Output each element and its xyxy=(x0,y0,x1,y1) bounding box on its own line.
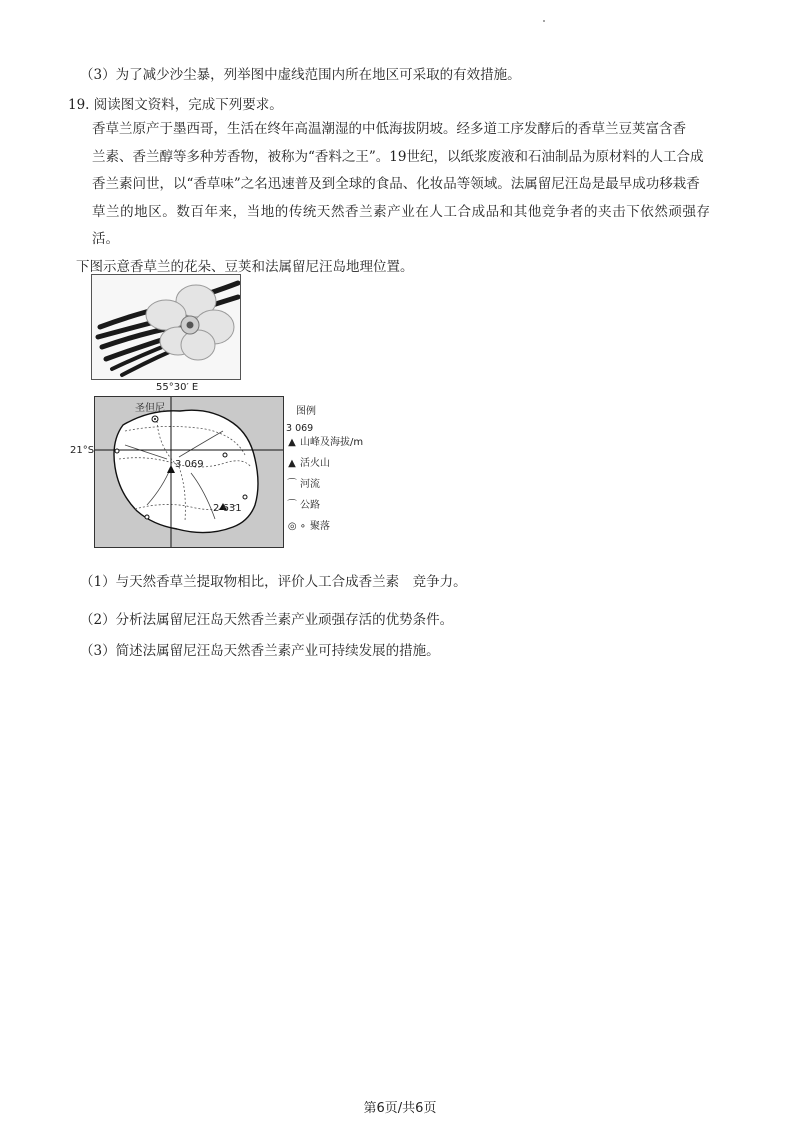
legend-title: 图例 xyxy=(296,406,316,417)
page-footer: 第6页/共6页 xyxy=(363,1101,437,1116)
latitude-label: 21°S xyxy=(70,445,95,456)
volcano-icon: ▲ xyxy=(288,458,296,469)
question-19-2: （2）分析法属留尼汪岛天然香兰素产业顽强存活的优势条件。 xyxy=(80,612,454,628)
reading-paragraph xyxy=(76,116,710,281)
map-legend xyxy=(286,405,363,541)
legend-item-settlement: ◎ ∘ 聚落 xyxy=(287,521,330,532)
volcano-elevation-label: 2 631 xyxy=(213,503,242,514)
legend-item-volcano: ▲ 活火山 xyxy=(286,457,363,478)
paragraph-line: 下图示意香草兰的花朵、豆荚和法属留尼汪岛地理位置。 xyxy=(76,258,414,275)
question-18-3: （3）为了减少沙尘暴，列举图中虚线范围内所在地区可采取的有效措施。 xyxy=(80,67,521,83)
paragraph-line: 香草兰原产于墨西哥，生活在终年高温潮湿的中低海拔阴坡。经多道工序发酵后的香草兰豆荚富含香 xyxy=(92,121,686,137)
legend-item-road: ⌒ 公路 xyxy=(287,500,320,511)
peak-elevation-label: 3 069 xyxy=(175,459,204,470)
question-19-1: （1）与天然香草兰提取物相比，评价人工合成香兰素 竞争力。 xyxy=(80,574,467,590)
city-label-saint-denis: 圣但尼 xyxy=(135,403,165,414)
peak-icon: ▲ xyxy=(288,437,296,448)
paragraph-line: 草兰的地区。数百年来，当地的传统天然香兰素产业在人工合成品和其他竞争者的夹击下依然顽强存活。 xyxy=(92,203,710,247)
legend-item-peak: ▲ 山峰及海拔/m xyxy=(286,436,363,457)
map-frame xyxy=(94,396,284,548)
question-19-3: （3）简述法属留尼汪岛天然香兰素产业可持续发展的措施。 xyxy=(80,643,440,659)
longitude-label: 55°30′ E xyxy=(156,382,199,393)
road-icon: ⌒ xyxy=(287,500,297,511)
scan-speck xyxy=(543,20,545,22)
legend-peak-value: 3 069 xyxy=(286,423,314,434)
vanilla-flower-pods-photo xyxy=(91,274,241,380)
paragraph-line: 兰素、香兰醇等多种芳香物，被称为“香料之王”。19世纪，以纸浆废液和石油制品为原材料的人工合成 xyxy=(92,148,704,165)
question-19-title: 19. 阅读图文资料，完成下列要求。 xyxy=(68,97,283,113)
paragraph-line: 香兰素问世，以“香草味”之名迅速普及到全球的食品、化妆品等领域。法属留尼汪岛是最早成功移栽香 xyxy=(92,176,700,192)
river-icon: ⌒ xyxy=(287,479,297,490)
legend-item-river: ⌒ 河流 xyxy=(287,479,320,490)
settlement-icon: ◎ ∘ xyxy=(287,521,307,532)
